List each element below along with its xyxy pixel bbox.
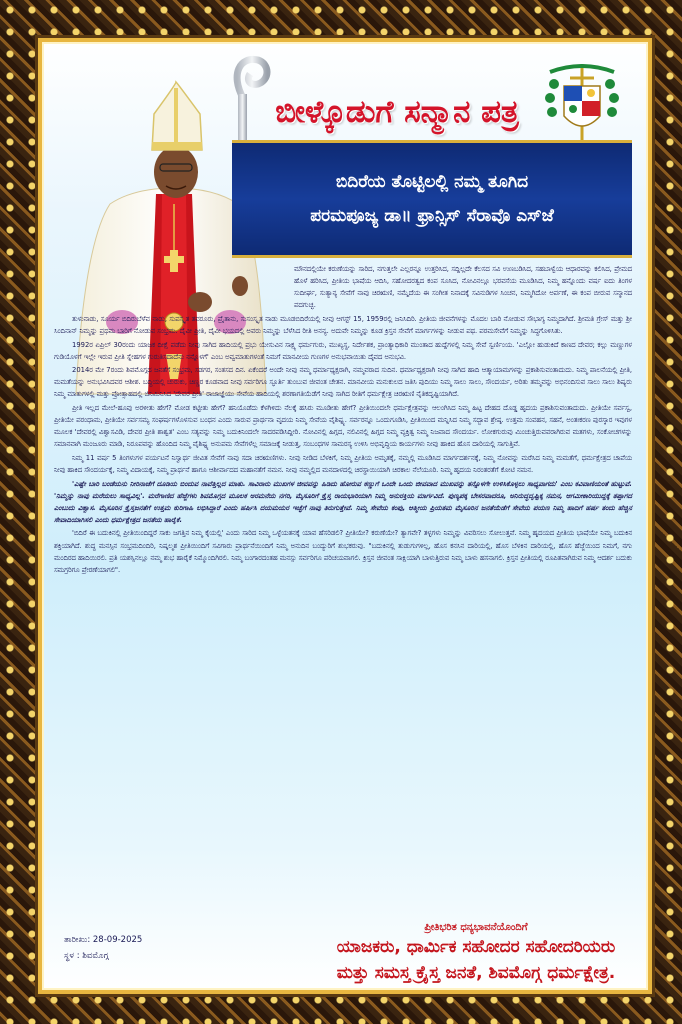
paragraph: ಪ್ರೀತಿ ಇಲ್ಲದ ಮೇಲೆ-ಹೂವು ಅರಳೀತು ಹೇಗೆ? ಮೋಡ ಕಟ್ಟೀತು ಹೇಗೆ? ಹನಿಯೊಡೆದು ಕೆಳಗಿಳಿದು ನೆಲಕ್ಕೆ ಹಸಿರು ಮೂಡೀತು ಹೇಗೆ? ಪ್ರೀತಿಯಿಂದಲೇ ಧರ್ಮಕ್ಷೇತ್ರವನ್ನು ಆಲಂಗಿಸಿದ ನಿಮ್ಮ ಹಿಟ್ಟ ದೇಹದ ದೊಡ್ಡ ಹೃದಯ ಪ್ರಕಾಶಿಸುವಂತಾದುದು. ಪ್ರೀತಿಯೇ ಸರ್ವಸ್ವ, ಪ್ರೀತಿಯೇ ಪರಂಧಾಮ, ಪ್ರೀತಿಯೇ ಸರ್ವಸಮ್ಯ ಸಂಘರ್ಷಗಳೊಳಸುವ ಬಂಧನ ಎಂದು ಸಾರುವ ಪ್ರಾರ್ಥನಾ ವೃದಯ ನಿಮ್ಮ ಸೇವೆಯ ವೈಶಿಷ್ಟ್ಯ. ಸರ್ವರನ್ನೂ ಒಂದುಗೂಡಿಸಿ, ಪ್ರೀತಿಯಿಂದ ಮನ್ನಿಸಿದ ನಿಮ್ಮ ಸದ್ಭಾವ ಶ್ರೇಷ್ಠ. ಉತ್ತಮ ಸಂವಹನ, ಸಹನೆ, ಅಂತಃಕರಣ ಪುರಸ್ಕಾರ ಇವುಗಳ ಮೂಲಕ 'ದೇವರಲ್ಲಿ ವಿಶ್ವಾಸವಿಡಿ, ದೇವರ ಪ್ರೀತಿ ಶಾಶ್ವತ' ಎಂಬ ಸತ್ಯವನ್ನು ನಿಮ್ಮ ಬದುಕಿನಿಂದಲೇ ಸಾದರಪಡಿಸಿದ್ದೀರಿ. ನೋವಿನಲ್ಲಿ ಹಿಗ್ಗದ, ನಲಿವಿನಲ್ಲಿ ಹಿಗ್ಗದ ನಿಮ್ಮ ವ್ಯಕ್ತಿತ್ವ ನಿಮ್ಮ ನಿಜವಾದ ಸೌಂದರ್ಯ. ಲೋಕಗುರುವು ಮಿಂಚುತ್ತಿರುವವರಾಗಿರುವ ಮತಗಳು, ಸಂಕೋಚಗಳನ್ನು ಸಮಾನವಾಗಿ ಮಂಜೂರು ಮಾಡಿ, ನಿರೂಪವನ್ನು ಹೊಂದಿದ ನಿಮ್ಮ ವೈಶಿಷ್ಟ್ಯ ಅನುಪಮ ಸೇವೆಗಳೆಲ್ಲ ಸಮಾಜಕ್ಕೆ ನೀಡುತ್ತ, ಸಂಬಂಧಗಳ ಸಾಮರಸ್ಯ ಉಳಿಸಿ ಅಭಿವೃದ್ಧಿಯ ಕಾರ್ಯಗಳು ನೀವು ಹಾಕಿದ ಹೊಸ ದಾರಿಯಲ್ಲಿ ಸಾಗುತ್ತಿವೆ. (54, 404, 632, 449)
paragraph: 'ಎಷ್ಟೇ ಬಾರಿ ಬಂಡೆಯನು ನೀರಿನಾಚೆಗೆ ದೂಡಿಯ ಬಿಂದುವ ನಾವೆತ್ತಿಲ್ಲದ ಮಾತು. ಸಾವಿರಾರು ಮುಖಗಳ ಜೀವವನ್ನು ಹಿಡಿದು ಹೋರುವ ಕಣ್ಣುಗೆ ಒಂದೇ ಒಂದು ಜೀವವಾದ ಮುಖವನ್ನು ತನ್ನೊಳಗೇ ಉಳಿಸಿಕೊಳ್ಳಲು ಸಾಧ್ಯವಾಗದು' ಎಂಬ ಕವಿವಾಣಿಯಂತೆ ಹುಟ್ಟುವೆ. 'ನಿಮ್ಮನ್ನು ನಾವು ಮರೆಯಲು ಸಾಧ್ಯವಿಲ್ಲ'. ಮರೆಗಾಣಿದ ಹೆಜ್ಜೆಗಳು ಶಿವಮೊಗ್ಗದ ಮೂಲಕ ಅರಮನೆಯ ನಗರಿ, ಮೈಸೂರಿಗೆ ಕ್ರೈಸ್ತ ರಾಯಭಾರಿಯಾಗಿ ನಿಮ್ಮ ಅನುರಕ್ತಿಯ ಮಾರ್ಗವಿದೆ. ಪುಣ್ಯಪಕ್ಕ ಬೇಸರವಾದರೂ, ಅನಿರುದ್ಧದೃಷ್ಟಿಕ್ಕ ನಮನ, ಆಗಮೀಕಾರಿಯುದ್ದಕ್ಕೆ ತಪ್ಪಾಗದ ಎಂಬುದು ವಿಶ್ವಾಸ. ಮೈಸೂರಿನ ಕ್ರೈಸ್ತಜನತೆಗೆ ಉತ್ತಮ ಕುರಿಗಾಹಿ ಲಭಿಸಿದ್ದಾರೆ ಎಂದು ಹರ್ಷಿಸಿ ದಯಮಯರ ಇಚ್ಛೆಗೆ ನಾವು ತಿರುಗುತ್ತೇವೆ. ನಿಮ್ಮ ಸೇವೆಯ ಕಂಪು, ಆತ್ಮೀಯ ಪ್ರಿಯತಮ ಮೈಸೂರಿನ ಜನತೆಯೆಡೆಗೆ ಸೇವೆಯ ಪಯಣ ನಿಮ್ಮ ಹಾದಿಗೆ ಹರ್ಷ ತಂದು ಹೆಚ್ಚಿನ ಸೇವಾದಿಯಾಗಿಸಲಿ ಎಂದು ಧರ್ಮಕ್ಷೇತ್ರದ ಜನತೆಯ ಹಾರೈಕೆ. (54, 479, 632, 524)
banner-line-2: ಪರಮಪೂಜ್ಯ ಡಾ॥ ಫ್ರಾನ್ಸಿಸ್ ಸೆರಾವೊ ಎಸ್‌ಜೆ (310, 206, 554, 226)
banner-line-1: ಬಿದಿರೆಯ ತೊಟ್ಟಿಲಲ್ಲಿ ನಮ್ಮ ತೂಗಿದ (335, 172, 529, 192)
date: ತಾರೀಖು: 28-09-2025 (64, 935, 143, 945)
page-title: ಬೀಳ್ಕೊಡುಗೆ ಸನ್ಮಾನ ಪತ್ರ (275, 94, 519, 130)
letter-body (54, 263, 632, 577)
signatory-line-1: ಯಾಜಕರು, ಧಾರ್ಮಿಕ ಸಹೋದರ ಸಹೋದರಿಯರು (336, 937, 616, 957)
title-banner (232, 140, 632, 258)
signatories (306, 922, 646, 983)
paragraph: ಮೌನದಲ್ಲಿಯೇ ಕರುಣೆಯನ್ನು ಸಾರಿದ, ನಗುತ್ತಲೇ ಎಲ್ಲರನ್ನೂ ಉತ್ತರಿಸಿದ, ಸದ್ದಿಲ್ಲದೇ ಕೆಲಸದ ಸವಿ ಉಣಬಡಿಸಿದ, ಸಹಬಾಳ್ವೆಯ ಆಧಾರವನ್ನು ಕಲಿಸಿದ, ಪ್ರೇಮದ ಹೊಳೆ ಹರಿಸಿದ, ಪ್ರೀತಿಯ ಭಾಷೆಯ ಆದಿಸಿ, ಸಹೋದರತ್ವದ ಕಂಪ ಸೂಸಿದ, ನೋವಿನಲ್ಲೂ ಭರವಸೆಯ ಮೂಡಿಸಿದ, ನಿಮ್ಮ ಹನ್ನೊಂದು ವರ್ಷ ಐದು ತಿಂಗಳ ಸುದೀರ್ಘ, ಸುತ್ಯಾನ್ಯ ಸೇವೆಗೆ ನಾವು ಚಿರಋಣಿ, ನಮ್ಮೆದೆಯ ಈ ಸಂಗೀತ ನಿನಾದಕ್ಕೆ ಸವಿನುಡಿಗಳ ಸಿಂಚನ, ನಿಮ್ಮಗಿದೋ ಅರ್ಪಣೆ, ಈ ಕಂಪ ಬೀರುವ ಸನ್ಮಾನದ ಪದಗುಚ್ಛ. (294, 265, 632, 310)
paragraph: 2014ರ ಮೇ 7ರಂದು ಶಿವಮೊಗ್ಗದ ಜನತೆಗೆ ಸಂಭ್ರಮ, ಸಡಗರ, ಸಂತಸದ ದಿನ. ಏಕೆಂದರೆ ಅಂದೇ ನೀವು ನಮ್ಮ ಧರ್ಮಾಧ್ಯಕ್ಷರಾಗಿ, ನಮ್ಮವರಾದ ಸುದಿನ. ಧರ್ಮಾಧ್ಯಕ್ಷರಾಗಿ ನೀವು ಸಾಗಿದ ಹಾದಿ ಆತ್ಮಾಯಾಮಗಳನ್ನು ಪ್ರಕಾಶಿಸುವಂತಾದುದು. ನಿಮ್ಮ ಪಾಲನೆಯಲ್ಲಿ ಪ್ರೀತಿ, ಮಮತೆಯನ್ನು ಅನುಭವಿಸಿದವರ ಆಶೀಶ. ಬದ್ಧಿಯಲ್ಲಿ ಚುರುಕು, ಚಿಣ್ಣರ ಕೂಡವಾದ ನೀವು ಸರ್ವರಿಗೂ ಸ್ಫೂರ್ತಿ ತುಂಬುವ ಜೀವಂತ ಚೇತನ. ಮಾನವೀಯ ಮನುಕುಲದ ಜತಿಸಿ ಪುದಿಯು ನಿಮ್ಮ ಸಾಲು ಸಾಲು, ಸೌಂದರ್ಯ, ಅರಿತು ತಮ್ಮವನ್ನು ಅಭಿನಂದಿಸುವ ಸಾಲು ಸಾಲು ಶಿಷ್ಯರು ನಿಮ್ಮ ಮಾತುಗಳಲ್ಲಿ ಮತ್ತು ಪ್ರೋತ್ಸಾಹದಲ್ಲಿ ಜಿನಿಮಿನಿಸಿದ 'ದೇವರ ಪ್ರೀತಿ' ರಾಜಾಜ್ಞೆಯು ಸೇವೆಯ ಹಾದಿಯಲ್ಲಿ ಶರಣಾಗತಿಯೆಡೆಗೆ ನೀವು ಸಾಗಿದ ರೀತಿಗೆ ಧರ್ಮಕ್ಷೇತ್ರ ಚಿರಋಣಿ ನೈತಿಕದೃಷ್ಟಿಯಾಗಿದೆ. (54, 366, 632, 399)
paragraph: 1992ರ ಏಪ್ರಿಲ್ 30ರಂದು ಯಾಜಕ ದೀಕ್ಷೆ ಪಡೆದು ನೀವು ಸಾಗಿದ ಹಾದಿಯಲ್ಲಿ ಪ್ರಭು ಯೇಸುವಿನ ಸಾಕ್ಷ್ಯ ಧರ್ಮಗುರು, ಮುಖ್ಯಸ್ಥ, ನಿರ್ದೇಶಕ, ಪ್ರಾಂತ್ಯಾಧಿಕಾರಿ ಮುಂತಾದ ಹುದ್ದೆಗಳಲ್ಲಿ ನಿಮ್ಮ ಸೇವೆ ಸ್ವರ್ಣಿಂಯ. 'ಎಲ್ಲೋ ಹುಡುಕಿದೆ ಕಾಣದ ದೇವರ; ಕಲ್ಲು ಮಣ್ಣುಗಳ ಗುಡಿಯೊಳಗೆ ಇಲ್ಲೇ ಇರುವ ಪ್ರೀತಿ ಸ್ನೇಹಗಳ ಗುರುತಿಸದಾದೆನು ನನ್ನೊಳಗೆ' ಎಂಬ ಅವ್ವಮಾತುಗಳಂತೆ ನಿಮಗೆ ಮಾನವೀಯ ಗುಣಗಳ ಅನುಭವಾಯಿತು ದೈವದ ಅನುಭವಿ. (54, 340, 632, 361)
date-place-block (64, 932, 142, 964)
signatory-greeting: ಪ್ರೀತಿಭರಿತ ಧನ್ಯಭಾವನೆಯೊಂದಿಗೆ (424, 922, 528, 933)
signatory-line-2: ಮತ್ತು ಸಮಸ್ತ ಕ್ರೈಸ್ತ ಜನತೆ, ಶಿವಮೊಗ್ಗ ಧರ್ಮಕ್ಷೇತ್ರ. (336, 963, 616, 983)
place: ಸ್ಥಳ : ಶಿವಮೊಗ್ಗ (64, 951, 109, 961)
paragraph: ನಿಮ್ಮ 11 ವರ್ಷ 5 ತಿಂಗಳುಗಳ ಪರ್ಯಟನೆ ನಿಸ್ವಾರ್ಥ ಜೀವಿತ ಸೇವೆಗೆ ನಾವು ಸದಾ ಚಿರಋಣಿಗಳು. ನೀವು ನೀಡಿದ ಬೆಳಕಿಗೆ, ನಿಮ್ಮ ಪ್ರೀತಿಯ ಅಮೃತಕ್ಕೆ, ನಮ್ಮಲ್ಲಿ ಮೂಡಿಸಿದ ಮಾರ್ಗದರ್ಶನಕ್ಕೆ, ನಿಮ್ಮ ನೋವನ್ನು ಮರೆಸಿದ ನಿಮ್ಮ ಮಮತೆಗೆ, ಧರ್ಮಕ್ಷೇತ್ರದ ಚಾಪೆಯ ನೀವು ಹಾಕಿದ ಸೌಂದರ್ಯಕ್ಕೆ, ನಿಮ್ಮ ವಿದಾಯಕ್ಕೆ, ನಿಮ್ಮ ಪ್ರಾರ್ಥನೆ ಹಾಗೂ ಆಶೀರ್ವಾದದ ಮಹಾನತೆಗೆ ನಮನ. ನೀವು ನಮ್ಮಲ್ಲಿದ ಮನದಾಳದಲ್ಲಿ ಚಿರಸ್ಥಾಯಿಯಾಗಿ ಚಿರಕಾಲ ನೆಲೆಯೂರಿ. ನಿಮ್ಮ ಹೃದಯ ನಿರಂತರತೆಗೆ ಕೋಟಿ ನಮನ. (54, 453, 632, 474)
paragraph: ತುಳುನಾಡು, ಸೂರ್ಯ ಬಿದಿರುಬೆಳೆವ ನಾಡು, ಸುಪಸ್ಕೃತ ತವರೂರು, ಪ್ರೈತಾನು, ಸುಸಂಸ್ಕೃತ ನಾಡು ಮೂಡಬಿದಿರೆಯಲ್ಲಿ ನೀವು ಆಗಸ್ಟ್ 15, 1959ರಲ್ಲಿ ಜನಿಸಿದಿರಿ. ಪ್ರೀತಿಯ ಜೀವನೆಗಳನ್ನು ಮೊದಲ ಬಾರಿ ನೋಡುವ ಸೌಭಾಗ್ಯ ನಿಮ್ಮದಾಗಿದೆ. ಶ್ರೀಮತಿ ಗ್ರೇಸ್ ಮತ್ತು ಶ್ರೀ ಸಿಂದಿನಾನ್ ನಿಮ್ಮನ್ನು ಪ್ರಥಮ ಬಾರಿಗೆ ನೋಡುವ ಸಂಭ್ರಮ. ದೈವೀ ಪ್ರೀತಿ, ದೈವೀ ಭಯದಲ್ಲಿ ಅವರು ನಿಮ್ಮನ್ನು ಬೆಳೆಸಿದ ರೀತಿ ಅನನ್ಯ. ಅದುವೇ ನಿಮ್ಮನ್ನು ಕೂಡ ಕ್ರಿಸ್ತನ ಸೇವೆಗೆ ಮಾರ್ಗಗಳನ್ನು ನೀಡುವ ಪಥ. ಪರಮಸೇವೆಗೆ ನಿಮ್ಮನ್ನು ಸಿದ್ಧಗೊಳಿಸಿತು. (54, 314, 632, 335)
paragraph: 'ಬಿದಿರೆ ಈ ಬದುಕಿನಲ್ಲಿ ಪ್ರೀತಿಯಿಂದಿದ್ದರೆ ಸಾಕು ಜಗತ್ತಿನ ನಿಮ್ಮ ಕೈಯಲ್ಲಿ' ಎಂದು ಸಾರಿದ ನಿಮ್ಮ ಒಳ್ಳೆಯತನಕ್ಕೆ ಯಾವ ಹೆಸರಿಡಲಿ? ಪ್ರೀತಿಯೇ? ಕರುಣೆಯೇ? ತ್ಯಾಗವೇ? ತಳ್ಳಗಳು ನಿಮ್ಮನ್ನು ವಿವರಿಸಲು ಸೋಲುತ್ತವೆ. ನಿಮ್ಮ ಹೃದಯದ ಪ್ರೀತಿಯ ಭಾಷೆಯೇ ನಿಮ್ಮ ಬದುಕಿನ ಶಕ್ತಿಯಾಗಿದೆ. ಶುದ್ಧ ಮನಸ್ಸಿನ ಸಂಭ್ರಮದಿಂದಿರಿ, ನಿಷ್ಕಲ್ಮಶ ಪ್ರೀತಿಯಿಂದಿಗೆ ಸವಿಗಾರು ಪ್ರಾರ್ಥನೆಯಿಂದಿಗೆ ನಿಮ್ಮ ಅನುದಿನ ಬಂದ್ಯುರಿಗೆ ಶುಭಕರುವು. "ಬದುಕಿನಲ್ಲಿ ತುಡುಗುಗಳಿಲ್ಲ, ಹೊಸ ಕನಸಿನ ದಾರಿಯಲ್ಲಿ, ಹೊಸ ಬೆಳಕಿನ ದಾರಿಯಲ್ಲಿ, ಹೊಸ ಹೆಜ್ಜೆಯಿಂದ ನಿಮಗೆ, ನಗು ಮಂದಿರದ ಹಾದಿಯಿರಲಿ. ಪ್ರತಿ ಯಶಸ್ಸಿನಲ್ಲೂ ನಮ್ಮ ಶುಭ ಹಾರೈಕೆ ನಿಮ್ಮೊಂದಿಗಿರಲಿ. ನಿಮ್ಮ ಬಂಗಾರದಂತಹ ಮನಸ್ಸು ಸರ್ವರಿಗೂ ಪರಿಚಯವಾಗಲಿ. ಕ್ರಿಸ್ತನ ಜೀವಂತ ಸಾಕ್ಷಿಯಾಗಿ ಬಾಳುತ್ತಿರುವ ನಿಮ್ಮ ಬಾಳು ಹಸನಾಗಲಿ. ಕ್ರಿಸ್ತನ ಪ್ರೀತಿಯಲ್ಲಿ ರೂಪಿತವಾಗಿರುವ ನಿಮ್ಮ ಆದರ್ಶ ಬದುಕು ಸಮಗ್ರರಿಗೂ ಪ್ರೇರಣೆಯಾಗಲಿ". (54, 529, 632, 574)
coat-of-arms-icon (540, 64, 624, 148)
certificate-panel (38, 38, 652, 994)
